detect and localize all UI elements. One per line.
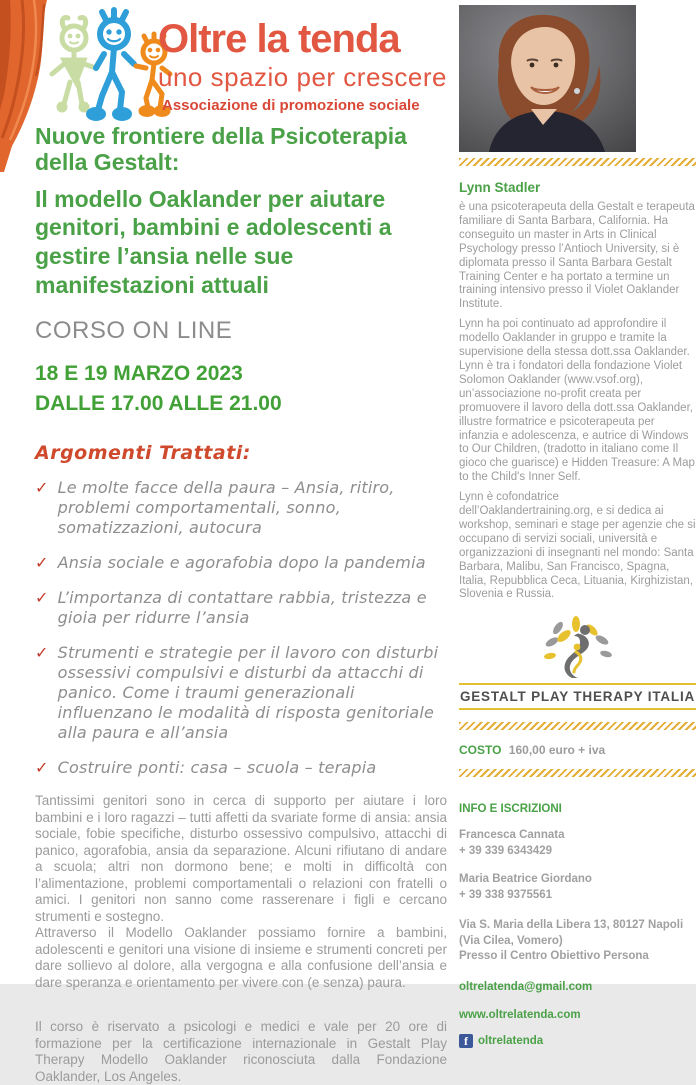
speaker-photo [459,5,636,152]
gpti-rule-bottom [459,708,696,710]
checkmark-icon: ✓ [35,478,49,498]
striped-divider [459,769,696,777]
topic-item [35,588,447,628]
striped-divider [459,722,696,730]
course-heading-line2: Il modello Oaklander per aiutare genitori, bambini e adolescenti a gestire l’ansia nelle sue manifestazioni attuali [35,185,392,299]
topic-text: Ansia sociale e agorafobia dopo la pandemia [57,553,426,573]
topic-item [35,553,447,573]
contact-phone: + 39 339 6343429 [459,844,553,857]
topic-text: L’importanza di contattare rabbia, tristezza e gioia per ridurre l’ansia [57,588,427,628]
info-heading: INFO E ISCRIZIONI [459,803,562,816]
course-date-days: 18 E 19 MARZO 2023 [35,362,243,386]
topic-text: Le molte facce della paura – Ansia, ritiro, problemi comportamentali, sonno, somatizzazioni, autocura [57,478,395,538]
facebook-handle: oltrelatenda [478,1034,544,1047]
brand-block [158,18,458,114]
topic-text: Strumenti e strategie per il lavoro con disturbi ossessivi compulsivi e disturbi da attacchi di panico. Come i traumi generazionali influenzano le modalità di risposta genitoriale alla paura e all’ansia [57,643,439,743]
brand-title: Oltre la tenda [158,17,400,61]
contact-name: Maria Beatrice Giordano [459,873,592,886]
checkmark-icon: ✓ [35,553,49,573]
email-link[interactable]: oltrelatenda@gmail.com [459,980,593,993]
topic-text: Costruire ponti: casa – scuola – terapia [57,758,377,778]
cost-value: 160,00 euro + iva [508,743,606,758]
topic-item [35,643,447,743]
topics-list [35,478,447,778]
address-line: Presso il Centro Obiettivo Persona [459,950,649,963]
speaker-bio-paragraph: è una psicoterapeuta della Gestalt e terapeuta familiare di Santa Barbara, California. Ha conseguito un master in Arts in Clinical Psychology presso l’Antioch University, si è diplomata presso il Santa Barbara Gestalt Training Center e ha portato a termine un training intensivo presso il Violet Oaklander Institute. [459,201,695,311]
venue-address [459,918,696,965]
brand-tagline: Associazione di promozione sociale [162,97,420,114]
contact-phone: + 39 338 9375561 [459,888,553,901]
intro-paragraph: Tantissimi genitori sono in cerca di supporto per aiutare i loro bambini e i loro ragazzi – tutti affetti da svariate forme di ansia: ansia sociale, fobie specifiche, disturbo ossessivo compulsivo, attacchi di panico, agorafobia, ansia da separazione. Alcuni rifiutano di andare a scuola; altri non dormono bene; e molti in difficoltà con l’alimentazione, problemi comportamentali o relazioni con fratelli o amici. I genitori non sanno come rasserenare i figli e cercano strumenti e sostegno. [35,793,447,924]
contact-entry [459,828,696,859]
checkmark-icon: ✓ [35,643,49,663]
checkmark-icon: ✓ [35,758,49,778]
facebook-link[interactable] [459,1034,696,1048]
course-dates [35,359,447,418]
cost-row [459,743,696,757]
website-link[interactable]: www.oltrelatenda.com [459,1008,581,1021]
oaklander-paragraph: Attraverso il Modello Oaklander possiamo fornire a bambini, adolescenti e genitori una visione di insieme e strumenti concreti per dare sollievo al dolore, alla vergogna e alla confusione dell’ansia e dare speranza e orientamento per vivere con (e senza) paura. [35,925,447,990]
contact-entry [459,872,696,903]
topic-item [35,478,447,538]
speaker-bio-paragraph: Lynn è cofondatrice dell’Oaklandertraining.org, e si dedica ai workshop, seminari e stage per agenzie che si occupano di servizi sociali, università e organizzazioni di insegnanti nel mondo: Santa Barbara, Malibu, San Francisco, Spagna, Italia, Repubblica Ceca, Lituania, Kirghizistan, Slovenia e Russia. [459,491,696,601]
speaker-bio-paragraph: Lynn ha poi continuato ad approfondire il modello Oaklander in gruppo e tramite la supervisione della stessa dott.ssa Oaklander. Lynn è tra i fondatori della fondazione Violet Solomon Oaklander (www.vsof.org), un’associazione no-profit creata per promuovere il lavoro della dott.ssa Oaklander, illustre formatrice e psicoterapeuta per infanzia e adolescenza, e autrice di Windows to Our Children, (tradotto in italiano come Il gioco che guarisce) e Hidden Treasure: A Map to the Child's Inner Self. [459,318,695,484]
course-date-hours: DALLE 17.00 ALLE 21.00 [35,391,282,415]
topic-item [35,758,447,778]
contact-name: Francesca Cannata [459,829,565,842]
checkmark-icon: ✓ [35,588,49,608]
gpti-figure-icon [536,616,620,678]
sidebar-column [459,5,696,1048]
course-heading-line1: Nuove frontiere della Psicoterapia della Gestalt: [35,123,407,175]
cost-label: COSTO [459,743,502,758]
topics-heading: Argomenti Trattati: [35,442,251,465]
speaker-name: Lynn Stadler [459,180,541,195]
address-line: Via S. Maria della Libera 13, 80127 Napoli [459,919,684,932]
brand-subtitle: uno spazio per crescere [158,62,447,92]
gpti-logo [459,616,696,710]
gpti-label: GESTALT PLAY THERAPY ITALIA [459,689,696,705]
facebook-icon: f [459,1034,473,1048]
address-line: (Via Cilea, Vomero) [459,934,563,947]
course-mode: CORSO ON LINE [35,317,233,345]
certification-paragraph: Il corso è riservato a psicologi e medici e vale per 20 ore di formazione per la certificazione internazionale in Gestalt Play Therapy Modello Oaklander riconosciuta dalla Fondazione Oaklander, Los Angeles. [35,1019,447,1084]
striped-divider [459,158,696,166]
main-column [35,124,447,1085]
